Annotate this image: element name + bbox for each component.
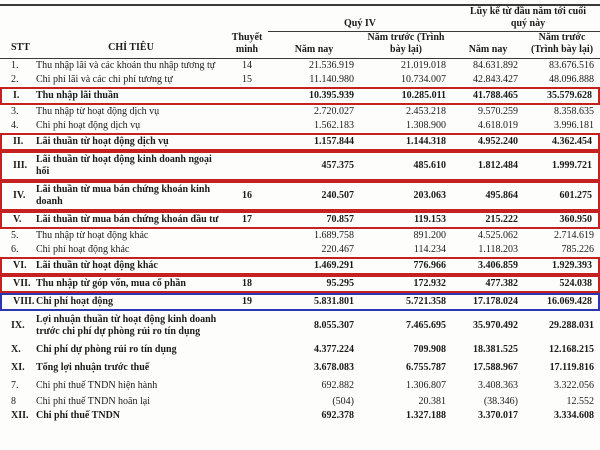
cell-criteria: Chi phí thuế TNDN hoãn lại [36, 396, 150, 407]
cell-stt: 4. [11, 120, 19, 131]
cell-q4-prior: 5.721.358 [360, 293, 452, 311]
header-group-ytd: Lũy kế từ đầu năm tới cuối quý này [452, 4, 600, 32]
header-stt: STT [0, 4, 36, 59]
cell-note: 18 [226, 275, 268, 293]
table-row [0, 275, 600, 293]
cell-q4-current: 692.378 [321, 410, 354, 421]
cell-note: 14 [242, 60, 252, 71]
cell-ytd-prior: 2.714.619 [554, 230, 595, 241]
header-q4-prior: Năm trước (Trình bày lại) [360, 32, 452, 59]
cell-q4-prior: 2.453.218 [406, 106, 447, 117]
cell-ytd-current: 1.812.484 [452, 151, 524, 181]
cell-stt: I. [0, 87, 36, 105]
cell-stt: X. [11, 344, 21, 355]
header-group-row [0, 4, 600, 32]
cell-q4-current: 1.562.183 [314, 120, 354, 131]
cell-q4-prior: 10.734.007 [401, 74, 447, 85]
cell-ytd-prior: 601.275 [524, 181, 600, 211]
cell-q4-current: 1.157.844 [268, 133, 360, 151]
cell-criteria: Thu nhập lãi thuần [36, 87, 226, 105]
cell-criteria: Lãi thuần từ hoạt động dịch vụ [36, 133, 226, 151]
cell-note [226, 359, 268, 377]
cell-ytd-current: 215.222 [452, 211, 524, 229]
cell-criteria: Thu nhập từ hoạt động dịch vụ [36, 106, 160, 117]
cell-criteria: Chi phí thuế TNDN hiện hành [36, 380, 158, 391]
cell-criteria: Lãi thuần từ mua bán chứng khoán kinh doanh [36, 181, 226, 211]
table-header [0, 4, 600, 59]
cell-criteria: Chi phí lãi và các chi phí tương tự [36, 74, 173, 85]
cell-ytd-prior: 8.358.635 [554, 106, 595, 117]
cell-stt: 3. [11, 106, 19, 117]
table-row [0, 395, 600, 409]
cell-ytd-current: 3.370.017 [478, 410, 519, 421]
cell-ytd-current: 4.525.062 [478, 230, 519, 241]
cell-stt: 6. [11, 244, 19, 255]
cell-ytd-current: 41.788.465 [452, 87, 524, 105]
cell-note: 17 [226, 211, 268, 229]
cell-ytd-prior: 16.069.428 [524, 293, 600, 311]
cell-q4-current: 21.536.919 [309, 60, 354, 71]
cell-note [226, 243, 268, 257]
table-row [0, 293, 600, 311]
cell-ytd-current: 4.952.240 [452, 133, 524, 151]
cell-ytd-prior: 1.999.721 [524, 151, 600, 181]
cell-q4-prior: 1.306.807 [406, 380, 447, 391]
cell-q4-prior: 172.932 [360, 275, 452, 293]
table-row [0, 133, 600, 151]
table-row [0, 73, 600, 87]
cell-ytd-current: 18.381.525 [473, 344, 519, 355]
cell-q4-prior: 709.908 [413, 344, 447, 355]
cell-q4-prior: 119.153 [360, 211, 452, 229]
cell-note [226, 119, 268, 133]
cell-q4-prior: 1.308.900 [406, 120, 447, 131]
cell-ytd-prior: 12.552 [566, 396, 595, 407]
cell-ytd-prior: 83.676.516 [549, 60, 595, 71]
cell-criteria: Chi phí hoạt động dịch vụ [36, 120, 141, 131]
cell-criteria: Lãi thuần từ hoạt động khác [36, 257, 226, 275]
cell-q4-current: 11.140.980 [309, 74, 354, 85]
table-row [0, 87, 600, 105]
cell-ytd-current: 3.408.363 [478, 380, 519, 391]
cell-q4-current: 5.831.801 [268, 293, 360, 311]
cell-criteria: Lãi thuần từ hoạt động kinh doanh ngoại hối [36, 151, 226, 181]
cell-q4-prior: 485.610 [360, 151, 452, 181]
cell-note: 19 [226, 293, 268, 311]
cell-ytd-current: 477.382 [452, 275, 524, 293]
cell-q4-current: 240.507 [268, 181, 360, 211]
cell-q4-prior: 6.755.787 [406, 362, 447, 373]
cell-stt: V. [0, 211, 36, 229]
cell-note [226, 87, 268, 105]
cell-q4-prior: 203.063 [360, 181, 452, 211]
cell-stt: VI. [0, 257, 36, 275]
cell-q4-current: 3.678.083 [314, 362, 354, 373]
cell-ytd-current: 35.970.492 [473, 320, 519, 331]
cell-q4-prior: 7.465.695 [406, 320, 447, 331]
table-row [0, 311, 600, 341]
cell-criteria: Lãi thuần từ mua bán chứng khoán đầu tư [36, 211, 226, 229]
cell-q4-prior: 114.234 [413, 244, 447, 255]
cell-q4-current: 70.857 [268, 211, 360, 229]
cell-stt: XI. [11, 362, 25, 373]
cell-note [226, 151, 268, 181]
header-criteria: CHỈ TIÊU [36, 4, 226, 59]
table-body [0, 59, 600, 423]
cell-ytd-prior: 3.996.181 [554, 120, 595, 131]
cell-q4-current: 1.689.758 [314, 230, 354, 241]
table-row [0, 59, 600, 73]
cell-ytd-prior: 48.096.888 [549, 74, 595, 85]
cell-q4-current: 220.467 [321, 244, 354, 255]
cell-q4-current: 10.395.939 [268, 87, 360, 105]
cell-ytd-current: 9.570.259 [478, 106, 519, 117]
table-row [0, 409, 600, 423]
cell-criteria: Thu nhập từ hoạt động khác [36, 230, 149, 241]
cell-criteria: Chi phí hoạt động [36, 293, 226, 311]
cell-stt: II. [0, 133, 36, 151]
cell-note [226, 311, 268, 341]
cell-ytd-current: 42.843.427 [473, 74, 519, 85]
table-row [0, 151, 600, 181]
cell-ytd-prior: 12.168.215 [549, 344, 595, 355]
cell-ytd-prior: 4.362.454 [524, 133, 600, 151]
cell-stt: III. [0, 151, 36, 181]
cell-ytd-current: 17.588.967 [473, 362, 519, 373]
cell-ytd-prior: 35.579.628 [524, 87, 600, 105]
cell-note [226, 133, 268, 151]
cell-stt: 2. [11, 74, 19, 85]
cell-ytd-current: 84.631.892 [473, 60, 519, 71]
table-row [0, 211, 600, 229]
cell-ytd-prior: 3.322.056 [554, 380, 595, 391]
cell-q4-current: 8.055.307 [314, 320, 354, 331]
cell-q4-prior: 1.327.188 [406, 410, 447, 421]
table-row [0, 105, 600, 119]
cell-stt: IX. [11, 320, 25, 331]
cell-q4-current: 1.469.291 [268, 257, 360, 275]
cell-note: 15 [242, 74, 252, 85]
cell-stt: VII. [0, 275, 36, 293]
cell-ytd-current: 17.178.024 [452, 293, 524, 311]
header-ytd-prior: Năm trước (Trình bày lại) [524, 32, 600, 59]
header-q4-current: Năm nay [268, 32, 360, 59]
table-row [0, 181, 600, 211]
cell-q4-prior: 776.966 [360, 257, 452, 275]
cell-criteria: Chi phí dự phòng rủi ro tín dụng [36, 344, 177, 355]
cell-ytd-current: 4.618.019 [478, 120, 519, 131]
table-row [0, 243, 600, 257]
cell-criteria: Lợi nhuận thuần từ hoạt động kinh doanh trước chi phí dự phòng rủi ro tín dụng [36, 314, 217, 337]
cell-note [226, 377, 268, 395]
cell-q4-current: 692.882 [321, 380, 354, 391]
cell-stt: 8 [11, 396, 16, 407]
table-row [0, 341, 600, 359]
table-row [0, 377, 600, 395]
cell-ytd-current: (38.346) [483, 396, 519, 407]
table-row [0, 229, 600, 243]
cell-criteria: Tổng lợi nhuận trước thuế [36, 362, 150, 373]
cell-criteria: Thu nhập từ góp vốn, mua cổ phần [36, 275, 226, 293]
cell-ytd-prior: 29.288.031 [549, 320, 595, 331]
cell-note [226, 395, 268, 409]
cell-q4-current: 2.720.027 [314, 106, 354, 117]
header-note: Thuyết minh [226, 4, 268, 59]
cell-stt: 5. [11, 230, 19, 241]
cell-ytd-current: 495.864 [452, 181, 524, 211]
cell-stt: VIII. [0, 293, 36, 311]
cell-criteria: Chi phí hoạt động khác [36, 244, 130, 255]
cell-criteria: Thu nhập lãi và các khoản thu nhập tương tự [36, 60, 216, 71]
cell-q4-current: 4.377.224 [314, 344, 354, 355]
cell-q4-current: (504) [332, 396, 354, 407]
cell-ytd-current: 3.406.859 [452, 257, 524, 275]
cell-note [226, 105, 268, 119]
cell-stt: XII. [11, 410, 29, 421]
cell-q4-prior: 10.285.011 [360, 87, 452, 105]
cell-criteria: Chi phí thuế TNDN [36, 410, 121, 421]
cell-ytd-prior: 1.929.393 [524, 257, 600, 275]
cell-stt: 7. [11, 380, 19, 391]
cell-q4-prior: 20.381 [418, 396, 447, 407]
cell-ytd-prior: 785.226 [561, 244, 595, 255]
header-ytd-current: Năm nay [452, 32, 524, 59]
cell-note [226, 341, 268, 359]
cell-q4-prior: 1.144.318 [360, 133, 452, 151]
income-statement-table [0, 4, 600, 423]
cell-q4-current: 95.295 [268, 275, 360, 293]
cell-ytd-prior: 3.334.608 [554, 410, 595, 421]
cell-ytd-prior: 17.119.816 [549, 362, 595, 373]
cell-q4-current: 457.375 [268, 151, 360, 181]
cell-note [226, 409, 268, 423]
cell-q4-prior: 891.200 [413, 230, 447, 241]
table-row [0, 257, 600, 275]
cell-ytd-prior: 360.950 [524, 211, 600, 229]
cell-ytd-current: 1.118.203 [478, 244, 519, 255]
cell-note [226, 229, 268, 243]
cell-stt: IV. [0, 181, 36, 211]
header-group-q4: Quý IV [268, 4, 452, 32]
cell-q4-prior: 21.019.018 [401, 60, 447, 71]
cell-stt: 1. [11, 60, 19, 71]
cell-note: 16 [226, 181, 268, 211]
cell-note [226, 257, 268, 275]
cell-ytd-prior: 524.038 [524, 275, 600, 293]
table-row [0, 359, 600, 377]
table-row [0, 119, 600, 133]
